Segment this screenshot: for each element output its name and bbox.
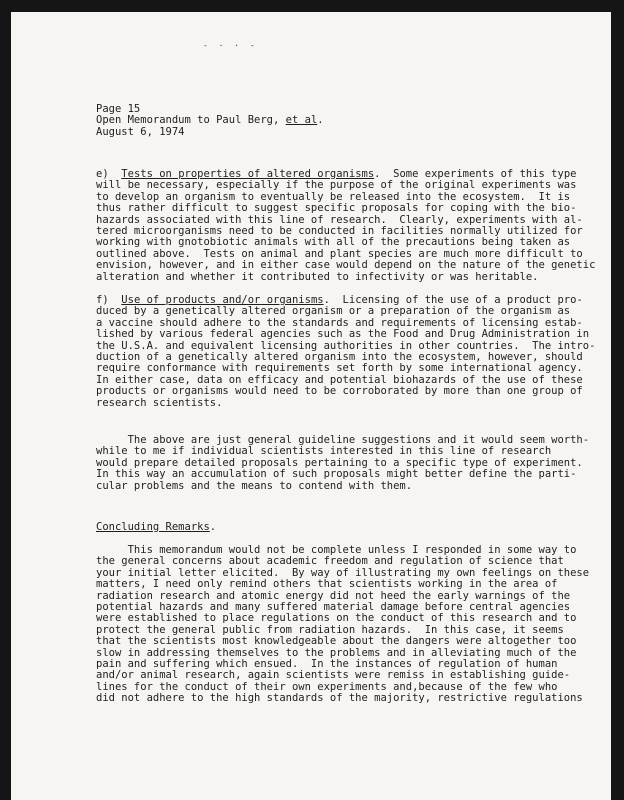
paragraph-line: while to me if individual scientists interested in this line of research [96, 445, 552, 458]
concluding-line: This memorandum would not be complete unless I responded in some way to [96, 544, 577, 556]
concluding-line: lines for the conduct of their own experiments and,because of the few who [96, 680, 558, 693]
section-e [96, 168, 596, 283]
section-e-line: working with gnotobiotic animals with all of the precautions being taken as [96, 236, 571, 249]
document-page [11, 12, 611, 800]
section-f-line: a vaccine should adhere to the standards and requirements of licensing estab- [96, 316, 583, 329]
concluding-line: protect the general public from radiation hazards. In this case, it seems [96, 623, 564, 636]
concluding-paragraph [96, 544, 590, 705]
paragraph-line: cular problems and the means to contend with them. [96, 479, 413, 492]
concluding-line: pain and suffering which ensued. In the instances of regulation of human [96, 657, 558, 670]
concluding-line: that the scientists most knowledgeable about the dangers were altogether too [96, 635, 577, 648]
concluding-line: your initial letter elicited. By way of illustrating my own feelings on these [96, 566, 590, 579]
memo-header [96, 104, 576, 138]
page-number: Page 15 [96, 103, 141, 115]
section-f-line: lished by various federal agencies such as the Food and Drug Administration in [96, 328, 590, 341]
section-e-line: will be necessary, especially if the purpose of the original experiments was [96, 179, 577, 192]
concluding-heading-line [96, 522, 576, 533]
section-e-line: to develop an organism to eventually be released into the ecosystem. It is [96, 190, 571, 203]
section-e-line: outlined above. Tests on animal and plant species are much more difficult to [96, 247, 583, 260]
section-f-line: require conformance with requirements set forth by some international agency. [96, 362, 583, 375]
section-e-line: alteration and whether it contributed to infectivity or was heritable. [96, 270, 539, 283]
concluding-line: were established to place regulations on the conduct of this research and to [96, 612, 577, 625]
concluding-line: matters, I need only remind others that scientists working in the area of [96, 578, 558, 591]
section-f-line: duced by a genetically altered organism or a preparation of the organism as [96, 305, 571, 318]
section-e-line: . Some experiments of this type [374, 168, 577, 180]
concluding-heading-text: Concluding Remarks [96, 521, 210, 533]
section-f-line: . Licensing of the use of a product pro- [323, 294, 583, 306]
section-e-title: Tests on properties of altered organisms [121, 168, 375, 180]
memo-title-text: Open Memorandum to Paul Berg, et al. [96, 114, 324, 127]
section-f-line: the U.S.A. and equivalent licensing authorities in other countries. The intro- [96, 339, 596, 352]
section-e-line: thus rather difficult to suggest specific proposals for coping with the bio- [96, 202, 577, 215]
section-e-line: envision, however, and in either case would depend on the nature of the genetic [96, 259, 596, 272]
section-e-line: hazards associated with this line of research. Clearly, experiments with al- [96, 213, 583, 226]
concluding-line: and/or animal research, again scientists were remiss in establishing guide- [96, 669, 571, 682]
concluding-line: slow in addressing themselves to the problems and in alleviating much of the [96, 646, 577, 659]
concluding-line: radiation research and atomic energy did not heed the early warnings of the [96, 589, 571, 602]
concluding-heading [96, 522, 576, 533]
paragraph-line: The above are just general guideline suggestions and it would seem worth- [96, 434, 590, 446]
section-f-line: research scientists. [96, 396, 223, 409]
section-f-title: Use of products and/or organisms [121, 294, 324, 306]
section-f-line: products or organisms would need to be corroborated by more than one group of [96, 385, 583, 398]
concluding-heading-tail: . [209, 521, 217, 533]
paragraph-line: In this way an accumulation of such proposals might better define the parti- [96, 468, 577, 481]
section-f [96, 294, 596, 409]
section-f-line: duction of a genetically altered organism into the ecosystem, however, should [96, 350, 583, 363]
section-f-line: In either case, data on efficacy and potential biohazards of the use of these [96, 373, 583, 386]
section-e-line: tered microorganisms need to be conducted in facilities normally utilized for [96, 224, 583, 237]
concluding-line: did not adhere to the high standards of the majority, restrictive regulations [96, 692, 583, 705]
concluding-line: the general concerns about academic freedom and regulation of science that [96, 555, 564, 568]
memo-date: August 6, 1974 [96, 125, 185, 138]
section-f-lead: f) [96, 294, 122, 306]
paragraph-line: would prepare detailed proposals pertaining to a specific type of experiment. [96, 456, 583, 469]
section-e-lead: e) [96, 168, 122, 180]
page-marks: - · · - [203, 41, 258, 50]
concluding-line: potential hazards and many suffered material damage before central agencies [96, 600, 571, 613]
general-guidelines-paragraph [96, 434, 590, 492]
